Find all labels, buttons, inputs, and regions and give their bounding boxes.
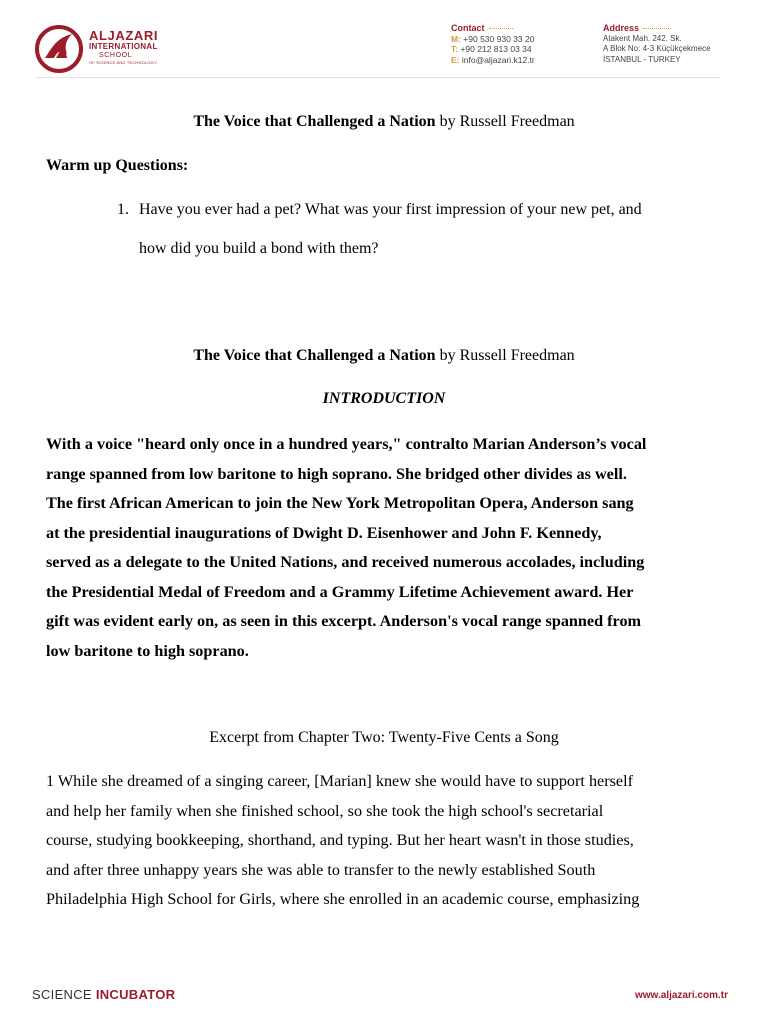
excerpt-paragraph: [46, 767, 726, 915]
logo-line-international: INTERNATIONAL: [89, 42, 158, 51]
section-title: [0, 347, 768, 365]
intro-line: With a voice "heard only once in a hundred years," contralto Marian Anderson’s vocal: [46, 435, 647, 453]
intro-line: low baritone to high soprano.: [46, 641, 249, 660]
title-divider: [643, 28, 671, 29]
header-divider: [36, 77, 720, 78]
question-line-2: how did you build a bond with them?: [139, 240, 379, 257]
email-link[interactable]: info@aljazari.k12.tr: [461, 54, 535, 65]
contact-title-label: Contact: [451, 23, 485, 33]
phone-number[interactable]: +90 212 813 03 34: [460, 44, 532, 54]
intro-line: gift was evident early on, as seen in this excerpt. Anderson's vocal range spanned from: [46, 612, 642, 630]
logo-line-school: SCHOOL: [99, 52, 133, 59]
intro-line: the Presidential Medal of Freedom and a Grammy Lifetime Achievement award. Her: [46, 582, 634, 601]
excerpt-line: and help her family when she finished school, so she took the high school's secretarial: [46, 801, 604, 820]
logo-text: [89, 30, 158, 66]
contact-mobile: [451, 34, 535, 45]
title-text: The Voice that Challenged a Nation: [193, 347, 436, 364]
title-divider: [489, 28, 513, 29]
footer-tagline-light: SCIENCE: [32, 987, 96, 1002]
intro-line: at the presidential inaugurations of Dwight D. Eisenhower and John F. Kennedy,: [46, 523, 602, 542]
title-author: by Russell Freedman: [435, 113, 575, 130]
logo-name: ALJAZARI: [89, 28, 159, 43]
title-text: The Voice that Challenged a Nation: [193, 113, 436, 130]
address-title-label: Address: [603, 23, 640, 33]
title-author: by Russell Freedman: [435, 347, 575, 364]
intro-line: range spanned from low baritone to high soprano. She bridged other divides as well.: [46, 464, 627, 483]
mobile-label: M:: [451, 33, 461, 44]
intro-line: The first African American to join the New York Metropolitan Opera, Anderson sang: [46, 494, 634, 512]
excerpt-line: 1 While she dreamed of a singing career, [Marian] knew she would have to support herself: [46, 772, 634, 790]
question-number: 1.: [117, 201, 129, 218]
intro-paragraph: [46, 430, 726, 666]
excerpt-line: Philadelphia High School for Girls, where she enrolled in an academic course, emphasizing: [46, 890, 640, 908]
address-title: [603, 23, 711, 34]
warmup-heading: Warm up Questions:: [46, 157, 189, 174]
contact-title: [451, 23, 535, 34]
address-line-1: Atakent Mah. 242. Sk.: [603, 33, 682, 43]
page-header: [0, 0, 768, 110]
address-line-3: İSTANBUL - TURKEY: [603, 54, 681, 64]
intro-line: served as a delegate to the United Nations, and received numerous accolades, including: [46, 553, 645, 571]
email-label: E:: [451, 54, 460, 65]
document-title: [0, 113, 768, 131]
logo-emblem-icon: [34, 24, 84, 74]
excerpt-line: course, studying bookkeeping, shorthand, and typing. But her heart wasn't in those studies,: [46, 831, 634, 849]
footer-website-link[interactable]: www.aljazari.com.tr: [635, 990, 728, 1001]
excerpt-title: Excerpt from Chapter Two: Twenty-Five Cents a Song: [209, 729, 559, 746]
school-logo: [34, 24, 194, 80]
logo-line-science: OF SCIENCE AND TECHNOLOGY: [89, 60, 157, 65]
question-line-1: Have you ever had a pet? What was your first impression of your new pet, and: [139, 201, 642, 218]
address-line-2: A Blok No: 4-3 Küçükçekmece: [603, 44, 711, 53]
phone-label: T:: [451, 44, 459, 54]
address-block: [603, 23, 711, 65]
contact-phone: [451, 44, 535, 55]
contact-email: [451, 55, 535, 66]
footer-tagline-bold: INCUBATOR: [95, 987, 176, 1002]
contact-block: [451, 23, 535, 65]
excerpt-line: and after three unhappy years she was able to transfer to the newly established South: [46, 860, 596, 879]
footer-tagline: [32, 987, 175, 1002]
mobile-number[interactable]: +90 530 930 33 20: [463, 33, 535, 44]
intro-heading: INTRODUCTION: [322, 390, 446, 407]
